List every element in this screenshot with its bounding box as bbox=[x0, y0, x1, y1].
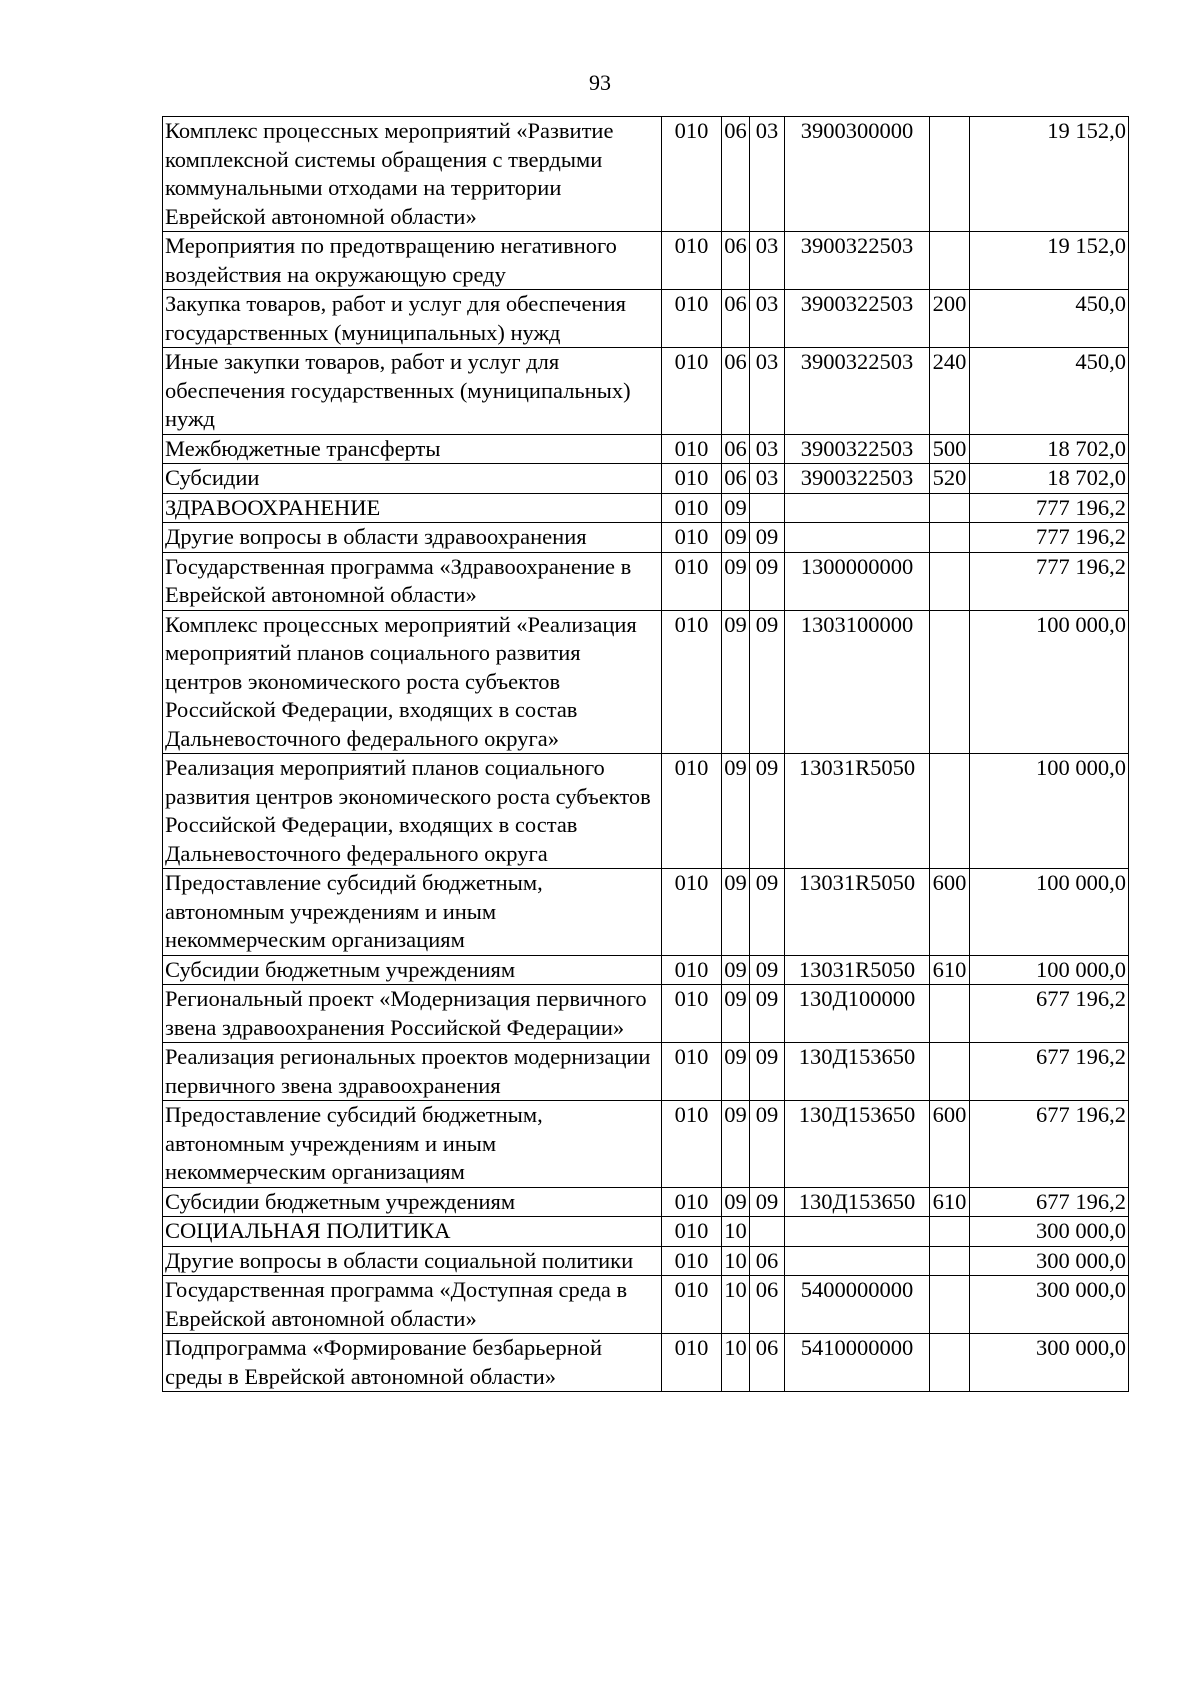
target-article-code-cell: 3900300000 bbox=[785, 117, 930, 232]
ministry-code-cell: 010 bbox=[662, 1334, 722, 1392]
amount-cell: 777 196,2 bbox=[970, 493, 1129, 523]
target-article-code-cell: 130Д153650 bbox=[785, 1187, 930, 1217]
budget-table bbox=[162, 116, 1129, 1392]
row-name-cell: Государственная программа «Доступная среда в Еврейской автономной области» bbox=[163, 1276, 662, 1334]
target-article-code-cell: 3900322503 bbox=[785, 464, 930, 494]
table-row bbox=[163, 955, 1129, 985]
ministry-code-cell: 010 bbox=[662, 869, 722, 956]
expense-type-code-cell: 240 bbox=[930, 348, 970, 435]
table-row bbox=[163, 1276, 1129, 1334]
section-code-cell: 09 bbox=[722, 493, 750, 523]
expense-type-code-cell bbox=[930, 1334, 970, 1392]
row-name-cell: Предоставление субсидий бюджетным, автономным учреждениям и иным некоммерческим организациям bbox=[163, 869, 662, 956]
amount-cell: 19 152,0 bbox=[970, 232, 1129, 290]
target-article-code-cell: 3900322503 bbox=[785, 434, 930, 464]
amount-cell: 677 196,2 bbox=[970, 1101, 1129, 1188]
expense-type-code-cell bbox=[930, 1276, 970, 1334]
row-name-cell: ЗДРАВООХРАНЕНИЕ bbox=[163, 493, 662, 523]
ministry-code-cell: 010 bbox=[662, 117, 722, 232]
amount-cell: 100 000,0 bbox=[970, 610, 1129, 754]
ministry-code-cell: 010 bbox=[662, 523, 722, 553]
target-article-code-cell: 13031R5050 bbox=[785, 869, 930, 956]
ministry-code-cell: 010 bbox=[662, 754, 722, 869]
table-row bbox=[163, 869, 1129, 956]
expense-type-code-cell bbox=[930, 610, 970, 754]
amount-cell: 18 702,0 bbox=[970, 464, 1129, 494]
expense-type-code-cell bbox=[930, 1246, 970, 1276]
target-article-code-cell: 130Д153650 bbox=[785, 1043, 930, 1101]
target-article-code-cell: 1300000000 bbox=[785, 552, 930, 610]
amount-cell: 100 000,0 bbox=[970, 754, 1129, 869]
subsection-code-cell: 03 bbox=[750, 290, 785, 348]
table-row bbox=[163, 1043, 1129, 1101]
table-row bbox=[163, 1334, 1129, 1392]
amount-cell: 450,0 bbox=[970, 348, 1129, 435]
page-number: 93 bbox=[589, 70, 611, 95]
row-name-cell: Межбюджетные трансферты bbox=[163, 434, 662, 464]
table-row bbox=[163, 434, 1129, 464]
ministry-code-cell: 010 bbox=[662, 290, 722, 348]
expense-type-code-cell: 520 bbox=[930, 464, 970, 494]
ministry-code-cell: 010 bbox=[662, 464, 722, 494]
row-name-cell: Субсидии бюджетным учреждениям bbox=[163, 1187, 662, 1217]
row-name-cell: Реализация региональных проектов модернизации первичного звена здравоохранения bbox=[163, 1043, 662, 1101]
section-code-cell: 10 bbox=[722, 1334, 750, 1392]
subsection-code-cell: 03 bbox=[750, 464, 785, 494]
section-code-cell: 09 bbox=[722, 552, 750, 610]
target-article-code-cell bbox=[785, 1246, 930, 1276]
expense-type-code-cell: 610 bbox=[930, 955, 970, 985]
target-article-code-cell: 13031R5050 bbox=[785, 754, 930, 869]
subsection-code-cell: 06 bbox=[750, 1334, 785, 1392]
row-name-cell: Другие вопросы в области здравоохранения bbox=[163, 523, 662, 553]
expense-type-code-cell bbox=[930, 523, 970, 553]
target-article-code-cell: 5400000000 bbox=[785, 1276, 930, 1334]
row-name-cell: Комплекс процессных мероприятий «Реализация мероприятий планов социального развития центров экономического роста субъектов Российской Федерации, входящих в состав Дальневосточного федерального округа» bbox=[163, 610, 662, 754]
row-name-cell: Комплекс процессных мероприятий «Развитие комплексной системы обращения с твердыми коммунальными отходами на территории Еврейской автономной области» bbox=[163, 117, 662, 232]
ministry-code-cell: 010 bbox=[662, 1187, 722, 1217]
amount-cell: 677 196,2 bbox=[970, 1187, 1129, 1217]
table-row bbox=[163, 985, 1129, 1043]
section-code-cell: 10 bbox=[722, 1276, 750, 1334]
subsection-code-cell: 09 bbox=[750, 869, 785, 956]
amount-cell: 450,0 bbox=[970, 290, 1129, 348]
expense-type-code-cell: 600 bbox=[930, 869, 970, 956]
ministry-code-cell: 010 bbox=[662, 348, 722, 435]
section-code-cell: 09 bbox=[722, 869, 750, 956]
subsection-code-cell: 09 bbox=[750, 523, 785, 553]
ministry-code-cell: 010 bbox=[662, 232, 722, 290]
section-code-cell: 10 bbox=[722, 1246, 750, 1276]
table-row bbox=[163, 552, 1129, 610]
section-code-cell: 06 bbox=[722, 117, 750, 232]
table-row bbox=[163, 117, 1129, 232]
row-name-cell: Субсидии bbox=[163, 464, 662, 494]
amount-cell: 100 000,0 bbox=[970, 869, 1129, 956]
target-article-code-cell: 3900322503 bbox=[785, 290, 930, 348]
ministry-code-cell: 010 bbox=[662, 493, 722, 523]
table-row bbox=[163, 1246, 1129, 1276]
table-row bbox=[163, 493, 1129, 523]
subsection-code-cell bbox=[750, 493, 785, 523]
target-article-code-cell: 3900322503 bbox=[785, 232, 930, 290]
row-name-cell: Предоставление субсидий бюджетным, автономным учреждениям и иным некоммерческим организациям bbox=[163, 1101, 662, 1188]
row-name-cell: Закупка товаров, работ и услуг для обеспечения государственных (муниципальных) нужд bbox=[163, 290, 662, 348]
expense-type-code-cell bbox=[930, 117, 970, 232]
target-article-code-cell: 3900322503 bbox=[785, 348, 930, 435]
target-article-code-cell bbox=[785, 523, 930, 553]
table-row bbox=[163, 754, 1129, 869]
amount-cell: 777 196,2 bbox=[970, 552, 1129, 610]
expense-type-code-cell: 500 bbox=[930, 434, 970, 464]
table-row bbox=[163, 1217, 1129, 1247]
ministry-code-cell: 010 bbox=[662, 1101, 722, 1188]
row-name-cell: Государственная программа «Здравоохранение в Еврейской автономной области» bbox=[163, 552, 662, 610]
table-row bbox=[163, 290, 1129, 348]
subsection-code-cell: 06 bbox=[750, 1246, 785, 1276]
ministry-code-cell: 010 bbox=[662, 955, 722, 985]
ministry-code-cell: 010 bbox=[662, 1043, 722, 1101]
subsection-code-cell: 09 bbox=[750, 1043, 785, 1101]
subsection-code-cell: 09 bbox=[750, 1187, 785, 1217]
target-article-code-cell: 1303100000 bbox=[785, 610, 930, 754]
expense-type-code-cell: 200 bbox=[930, 290, 970, 348]
amount-cell: 18 702,0 bbox=[970, 434, 1129, 464]
table-row bbox=[163, 1101, 1129, 1188]
target-article-code-cell: 5410000000 bbox=[785, 1334, 930, 1392]
amount-cell: 19 152,0 bbox=[970, 117, 1129, 232]
section-code-cell: 06 bbox=[722, 348, 750, 435]
subsection-code-cell bbox=[750, 1217, 785, 1247]
section-code-cell: 09 bbox=[722, 1187, 750, 1217]
amount-cell: 300 000,0 bbox=[970, 1334, 1129, 1392]
expense-type-code-cell bbox=[930, 754, 970, 869]
expense-type-code-cell: 610 bbox=[930, 1187, 970, 1217]
section-code-cell: 09 bbox=[722, 610, 750, 754]
ministry-code-cell: 010 bbox=[662, 434, 722, 464]
target-article-code-cell: 130Д100000 bbox=[785, 985, 930, 1043]
section-code-cell: 06 bbox=[722, 290, 750, 348]
row-name-cell: Региональный проект «Модернизация первичного звена здравоохранения Российской Федерации» bbox=[163, 985, 662, 1043]
ministry-code-cell: 010 bbox=[662, 1246, 722, 1276]
amount-cell: 300 000,0 bbox=[970, 1276, 1129, 1334]
section-code-cell: 09 bbox=[722, 1043, 750, 1101]
section-code-cell: 06 bbox=[722, 434, 750, 464]
expense-type-code-cell bbox=[930, 1043, 970, 1101]
ministry-code-cell: 010 bbox=[662, 1276, 722, 1334]
section-code-cell: 09 bbox=[722, 754, 750, 869]
section-code-cell: 09 bbox=[722, 985, 750, 1043]
row-name-cell: СОЦИАЛЬНАЯ ПОЛИТИКА bbox=[163, 1217, 662, 1247]
row-name-cell: Мероприятия по предотвращению негативного воздействия на окружающую среду bbox=[163, 232, 662, 290]
target-article-code-cell bbox=[785, 493, 930, 523]
subsection-code-cell: 09 bbox=[750, 754, 785, 869]
amount-cell: 777 196,2 bbox=[970, 523, 1129, 553]
subsection-code-cell: 06 bbox=[750, 1276, 785, 1334]
amount-cell: 300 000,0 bbox=[970, 1217, 1129, 1247]
section-code-cell: 09 bbox=[722, 1101, 750, 1188]
expense-type-code-cell: 600 bbox=[930, 1101, 970, 1188]
table-row bbox=[163, 610, 1129, 754]
table-row bbox=[163, 232, 1129, 290]
subsection-code-cell: 03 bbox=[750, 117, 785, 232]
section-code-cell: 10 bbox=[722, 1217, 750, 1247]
amount-cell: 300 000,0 bbox=[970, 1246, 1129, 1276]
target-article-code-cell bbox=[785, 1217, 930, 1247]
amount-cell: 677 196,2 bbox=[970, 1043, 1129, 1101]
section-code-cell: 06 bbox=[722, 232, 750, 290]
expense-type-code-cell bbox=[930, 985, 970, 1043]
section-code-cell: 06 bbox=[722, 464, 750, 494]
subsection-code-cell: 09 bbox=[750, 1101, 785, 1188]
target-article-code-cell: 13031R5050 bbox=[785, 955, 930, 985]
table-row bbox=[163, 523, 1129, 553]
expense-type-code-cell bbox=[930, 232, 970, 290]
ministry-code-cell: 010 bbox=[662, 985, 722, 1043]
row-name-cell: Подпрограмма «Формирование безбарьерной среды в Еврейской автономной области» bbox=[163, 1334, 662, 1392]
ministry-code-cell: 010 bbox=[662, 610, 722, 754]
amount-cell: 677 196,2 bbox=[970, 985, 1129, 1043]
row-name-cell: Реализация мероприятий планов социального развития центров экономического роста субъектов Российской Федерации, входящих в состав Дальневосточного федерального округа bbox=[163, 754, 662, 869]
expense-type-code-cell bbox=[930, 1217, 970, 1247]
amount-cell: 100 000,0 bbox=[970, 955, 1129, 985]
subsection-code-cell: 03 bbox=[750, 232, 785, 290]
expense-type-code-cell bbox=[930, 552, 970, 610]
ministry-code-cell: 010 bbox=[662, 552, 722, 610]
budget-table-body bbox=[163, 117, 1129, 1392]
subsection-code-cell: 09 bbox=[750, 552, 785, 610]
subsection-code-cell: 09 bbox=[750, 985, 785, 1043]
row-name-cell: Субсидии бюджетным учреждениям bbox=[163, 955, 662, 985]
expense-type-code-cell bbox=[930, 493, 970, 523]
subsection-code-cell: 09 bbox=[750, 610, 785, 754]
row-name-cell: Иные закупки товаров, работ и услуг для обеспечения государственных (муниципальных) нужд bbox=[163, 348, 662, 435]
subsection-code-cell: 09 bbox=[750, 955, 785, 985]
table-row bbox=[163, 464, 1129, 494]
row-name-cell: Другие вопросы в области социальной политики bbox=[163, 1246, 662, 1276]
section-code-cell: 09 bbox=[722, 523, 750, 553]
table-row bbox=[163, 1187, 1129, 1217]
subsection-code-cell: 03 bbox=[750, 348, 785, 435]
section-code-cell: 09 bbox=[722, 955, 750, 985]
subsection-code-cell: 03 bbox=[750, 434, 785, 464]
table-row bbox=[163, 348, 1129, 435]
target-article-code-cell: 130Д153650 bbox=[785, 1101, 930, 1188]
ministry-code-cell: 010 bbox=[662, 1217, 722, 1247]
